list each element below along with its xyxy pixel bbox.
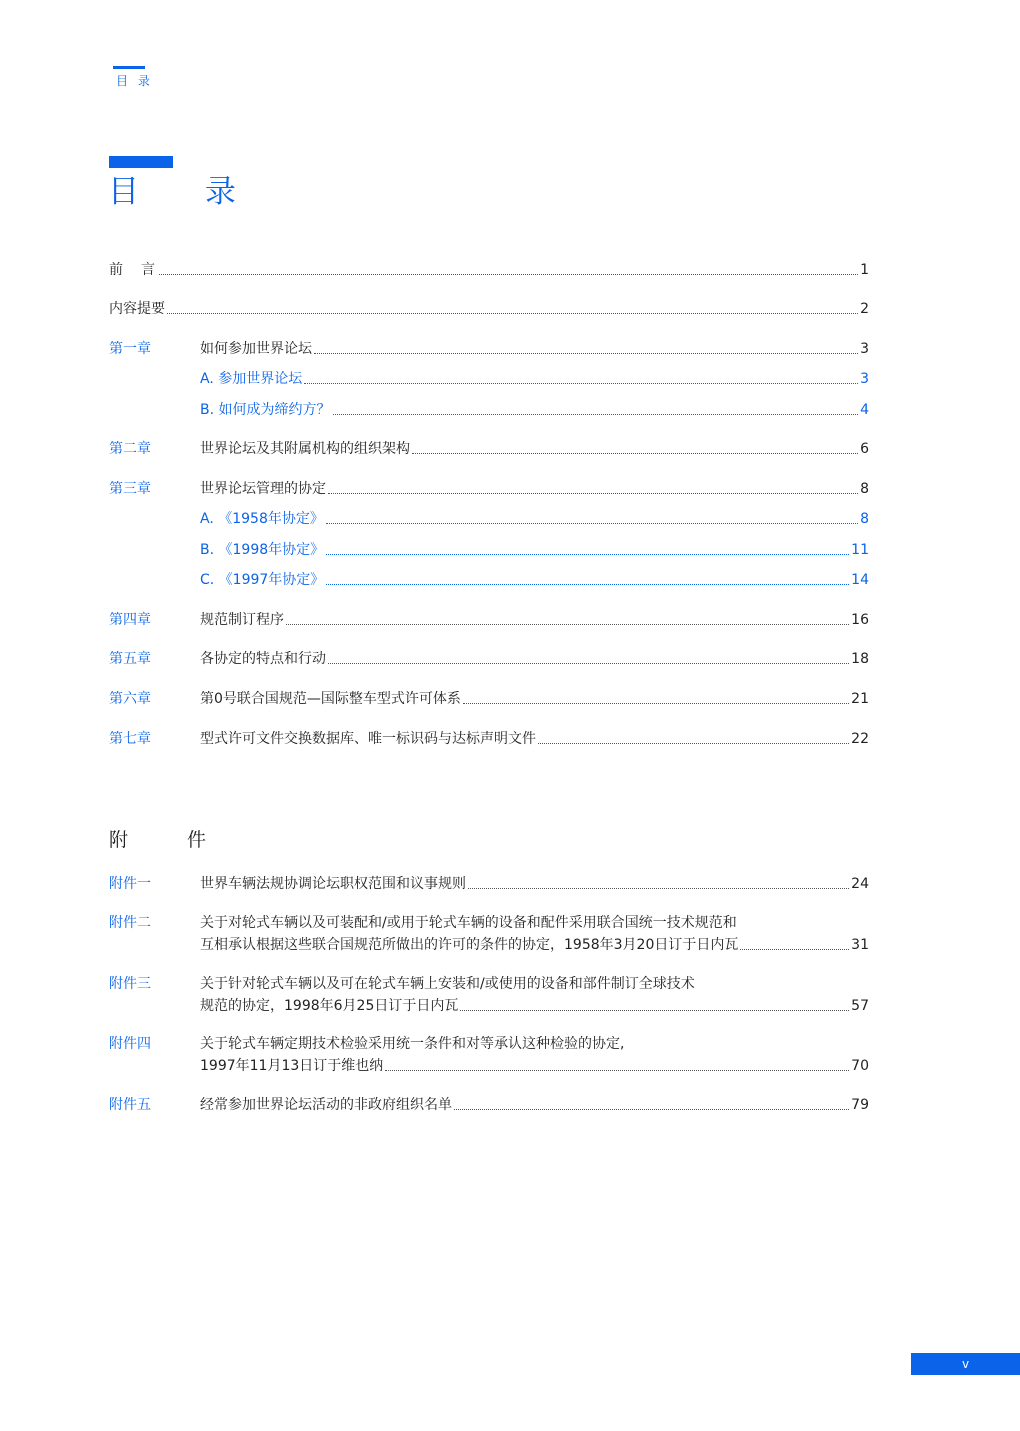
leader-dots: [286, 624, 849, 625]
toc-subentry-1a[interactable]: [109, 368, 869, 390]
chapter-title: 各协定的特点和行动: [200, 651, 326, 667]
toc-entry-annex-2[interactable]: [109, 912, 869, 956]
annex-title-line-2: 1997年11月13日订于维也纳: [200, 1058, 384, 1074]
leader-dots: [412, 453, 858, 454]
running-header: 目 录: [116, 74, 153, 88]
leader-dots: [460, 1010, 849, 1011]
toc-subentry-3c[interactable]: [109, 569, 869, 591]
annex-title-line-1: 关于针对轮式车辆以及可在轮式车辆上安装和/或使用的设备和部件制订全球技术: [200, 976, 695, 992]
annex-title-line-2: 规范的协定，1998年6月25日订于日内瓦: [200, 998, 459, 1014]
chapter-label: 第五章: [109, 651, 151, 667]
chapter-title: 世界论坛及其附属机构的组织架构: [200, 441, 410, 457]
toc-subentry-3b[interactable]: [109, 539, 869, 561]
toc-page-number: 11: [851, 542, 869, 558]
toc-entry-chapter-2[interactable]: [109, 438, 869, 460]
leader-dots: [468, 888, 849, 889]
toc-page-number: 22: [851, 731, 869, 747]
page-title: 目 录: [108, 174, 264, 210]
chapter-label: 第一章: [109, 341, 151, 357]
annex-label: 附件四: [109, 1036, 151, 1052]
annex-label: 附件三: [109, 976, 151, 992]
chapter-title: 规范制订程序: [200, 612, 284, 628]
leader-dots: [463, 703, 849, 704]
toc-entry-chapter-4[interactable]: [109, 609, 869, 631]
toc-page-number: 6: [860, 441, 869, 457]
leader-dots: [304, 383, 858, 384]
toc-page-number: 18: [851, 651, 869, 667]
subentry-title: C. 《1997年协定》: [200, 572, 325, 588]
leader-dots: [167, 313, 858, 314]
toc-page-number: 8: [860, 481, 869, 497]
toc-page-number: 3: [860, 341, 869, 357]
header-accent-bar: [113, 66, 145, 69]
leader-dots: [740, 949, 849, 950]
toc-entry-chapter-1[interactable]: [109, 338, 869, 360]
toc-subentry-3a[interactable]: [109, 508, 869, 530]
title-accent-bar: [109, 156, 173, 168]
chapter-title: 世界论坛管理的协定: [200, 481, 326, 497]
toc-entry-chapter-6[interactable]: [109, 688, 869, 710]
toc-page-number: 31: [851, 937, 869, 953]
chapter-label: 第三章: [109, 481, 151, 497]
annex-title-line-1: 关于轮式车辆定期技术检验采用统一条件和对等承认这种检验的协定,: [200, 1036, 625, 1052]
leader-dots: [328, 663, 849, 664]
annex-label: 附件五: [109, 1097, 151, 1113]
toc-page-number: 70: [851, 1058, 869, 1074]
chapter-title: 第0号联合国规范—国际整车型式许可体系: [200, 691, 461, 707]
annex-heading: 附 件: [109, 829, 227, 851]
toc-entry-chapter-3[interactable]: [109, 478, 869, 500]
annex-label: 附件一: [109, 876, 151, 892]
annex-label: 附件二: [109, 915, 151, 931]
subentry-title: B. 《1998年协定》: [200, 542, 325, 558]
toc-entry-annex-4[interactable]: [109, 1033, 869, 1077]
leader-dots: [454, 1109, 849, 1110]
leader-dots: [333, 414, 859, 415]
chapter-label: 第六章: [109, 691, 151, 707]
subentry-title: B. 如何成为缔约方？: [200, 402, 331, 418]
page-number-tab: v: [911, 1353, 1020, 1375]
toc-page-number: 8: [860, 511, 869, 527]
toc-page-number: 14: [851, 572, 869, 588]
toc-entry-annex-1[interactable]: [109, 873, 869, 895]
chapter-title: 型式许可文件交换数据库、唯一标识码与达标声明文件: [200, 731, 536, 747]
toc-page-number: 4: [860, 402, 869, 418]
leader-dots: [326, 584, 849, 585]
leader-dots: [385, 1070, 849, 1071]
toc-entry-annex-3[interactable]: [109, 973, 869, 1017]
annex-title: 经常参加世界论坛活动的非政府组织名单: [200, 1097, 452, 1113]
chapter-label: 第七章: [109, 731, 151, 747]
annex-title: 世界车辆法规协调论坛职权范围和议事规则: [200, 876, 466, 892]
chapter-label: 第四章: [109, 612, 151, 628]
toc-page-number: 2: [860, 301, 869, 317]
leader-dots: [328, 493, 858, 494]
toc-page-number: 21: [851, 691, 869, 707]
toc-entry-annex-5[interactable]: [109, 1094, 869, 1116]
chapter-label: 第二章: [109, 441, 151, 457]
toc-page-number: 3: [860, 371, 869, 387]
leader-dots: [314, 353, 858, 354]
toc-entry-chapter-5[interactable]: [109, 648, 869, 670]
toc-entry-label: 前 言: [109, 262, 157, 278]
leader-dots: [538, 743, 849, 744]
toc-entry-summary[interactable]: [109, 298, 869, 320]
toc-subentry-1b[interactable]: [109, 399, 869, 421]
toc-page-number: 1: [860, 262, 869, 278]
toc-page-number: 24: [851, 876, 869, 892]
toc-entry-chapter-7[interactable]: [109, 728, 869, 750]
toc-page-number: 79: [851, 1097, 869, 1113]
toc-page-number: 16: [851, 612, 869, 628]
annex-title-line-1: 关于对轮式车辆以及可装配和/或用于轮式车辆的设备和配件采用联合国统一技术规范和: [200, 915, 737, 931]
annex-title-line-2: 互相承认根据这些联合国规范所做出的许可的条件的协定，1958年3月20日订于日内瓦: [200, 937, 739, 953]
subentry-title: A. 《1958年协定》: [200, 511, 324, 527]
leader-dots: [326, 554, 849, 555]
chapter-title: 如何参加世界论坛: [200, 341, 312, 357]
subentry-title: A. 参加世界论坛: [200, 371, 303, 387]
toc-entry-preface[interactable]: [109, 259, 869, 281]
leader-dots: [159, 274, 858, 275]
toc-entry-label: 内容提要: [109, 301, 165, 317]
toc-page-number: 57: [851, 998, 869, 1014]
leader-dots: [326, 523, 858, 524]
